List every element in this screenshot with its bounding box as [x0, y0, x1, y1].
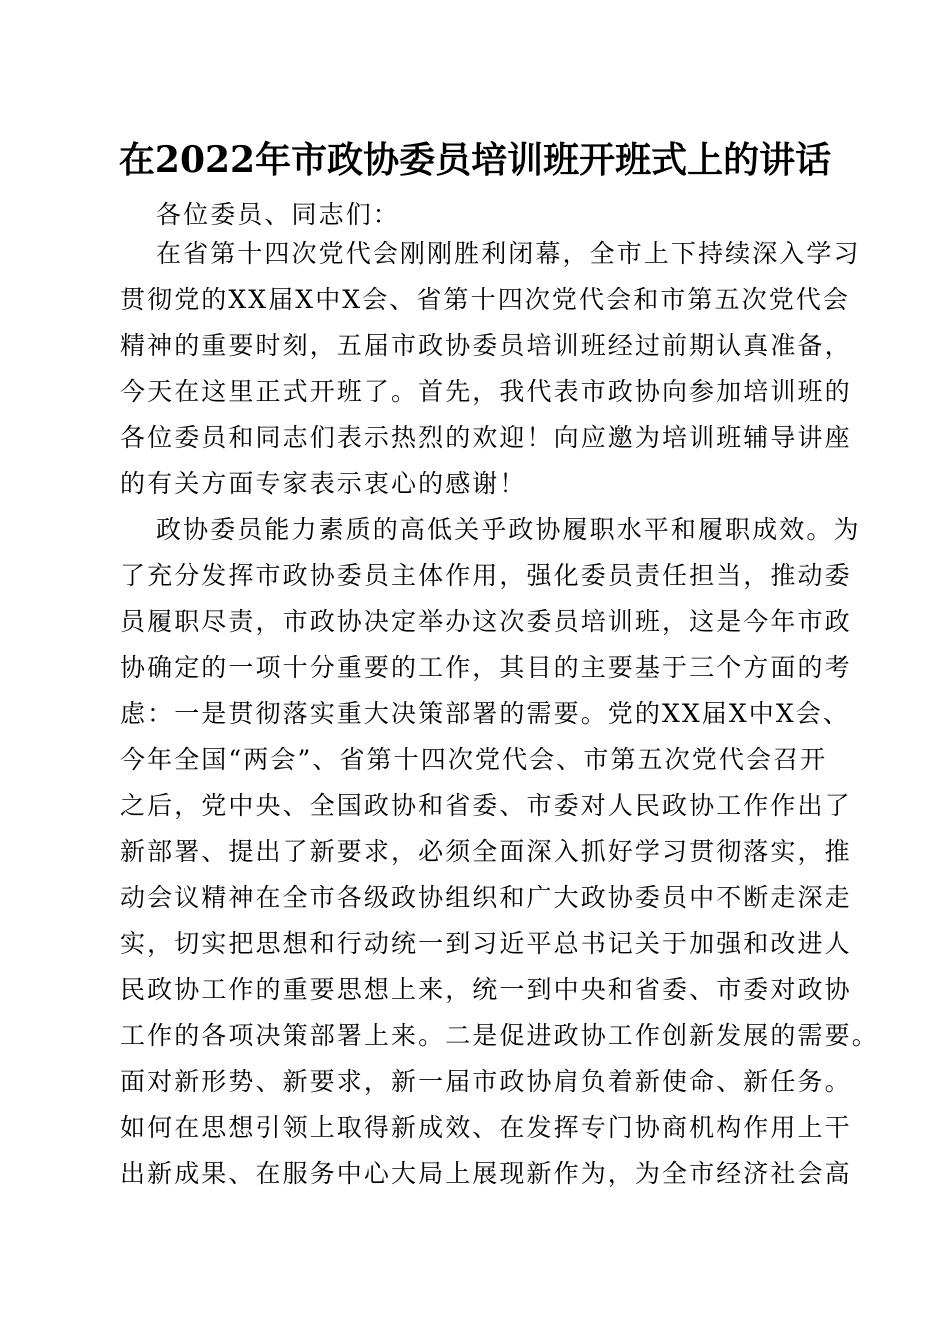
- paragraph-2-line-4: 协确定的一项十分重要的工作，其目的主要基于三个方面的考: [120, 653, 852, 682]
- paragraph-1-line-2: 贯彻党的XX届X中X会、省第十四次党代会和市第五次党代会: [120, 285, 850, 314]
- paragraph-1-line-1: 在省第十四次党代会刚刚胜利闭幕，全市上下持续深入学习: [156, 239, 861, 268]
- greeting-line: 各位委员、同志们：: [156, 200, 400, 229]
- document-title: 在2022年市政协委员培训班开班式上的讲话: [118, 139, 832, 181]
- paragraph-2-line-14: 如何在思想引领上取得新成效、在发挥专门协商机构作用上干: [120, 1113, 852, 1142]
- paragraph-1-line-6: 的有关方面专家表示衷心的感谢！: [120, 469, 527, 498]
- paragraph-1-line-3: 精神的重要时刻，五届市政协委员培训班经过前期认真准备，: [120, 331, 852, 360]
- paragraph-2-line-6: 今年全国“两会”、省第十四次党代会、市第五次党代会召开: [120, 745, 828, 774]
- paragraph-2-line-15: 出新成果、在服务中心大局上展现新作为，为全市经济社会高: [120, 1159, 852, 1188]
- paragraph-2-line-13: 面对新形势、新要求，新一届市政协肩负着新使命、新任务。: [120, 1067, 852, 1096]
- paragraph-2-line-10: 实，切实把思想和行动统一到习近平总书记关于加强和改进人: [120, 929, 852, 958]
- paragraph-2-line-1: 政协委员能力素质的高低关乎政协履职水平和履职成效。为: [156, 515, 861, 544]
- paragraph-2-line-3: 员履职尽责，市政协决定举办这次委员培训班，这是今年市政: [120, 607, 852, 636]
- paragraph-2-line-9: 动会议精神在全市各级政协组织和广大政协委员中不断走深走: [120, 883, 852, 912]
- paragraph-2-line-2: 了充分发挥市政协委员主体作用，强化委员责任担当，推动委: [120, 561, 852, 590]
- paragraph-2-line-5: 虑：一是贯彻落实重大决策部署的需要。党的XX届X中X会、: [120, 699, 850, 728]
- paragraph-2-line-7: 之后，党中央、全国政协和省委、市委对人民政协工作作出了: [120, 791, 852, 820]
- paragraph-2-line-12: 工作的各项决策部署上来。二是促进政协工作创新发展的需要。: [120, 1021, 879, 1050]
- paragraph-1-line-4: 今天在这里正式开班了。首先，我代表市政协向参加培训班的: [120, 377, 852, 406]
- paragraph-1-line-5: 各位委员和同志们表示热烈的欢迎！向应邀为培训班辅导讲座: [120, 423, 852, 452]
- paragraph-2-line-8: 新部署、提出了新要求，必须全面深入抓好学习贯彻落实，推: [120, 837, 852, 866]
- paragraph-2-line-11: 民政协工作的重要思想上来，统一到中央和省委、市委对政协: [120, 975, 852, 1004]
